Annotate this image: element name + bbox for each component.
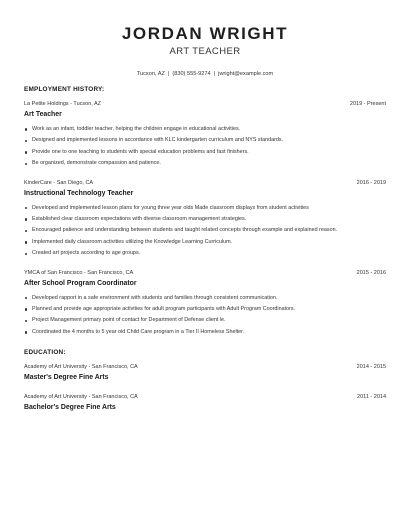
contact-phone: (830) 555-9274 bbox=[172, 71, 211, 77]
job-bullets bbox=[24, 203, 386, 260]
education-degree: Master's Degree Fine Arts bbox=[24, 374, 109, 382]
job-bullet: Developed rapport in a safe environment with students and families through consistent communication. bbox=[24, 293, 386, 304]
job-position: After School Program Coordinator bbox=[24, 279, 137, 287]
job-employer: YMCA of San Francisco - San Francisco, CA bbox=[24, 269, 134, 276]
resume-body bbox=[24, 86, 386, 423]
job-bullet: Encouraged patience and understanding between students and taught related concepts through example and explained reason. bbox=[24, 225, 386, 236]
job-position: Instructional Technology Teacher bbox=[24, 189, 134, 197]
job-meta bbox=[24, 100, 386, 108]
job-meta bbox=[24, 179, 386, 187]
contact-line bbox=[0, 70, 410, 78]
job-bullet: Coordinated the 4 months to 5 year old Child Care program in a Tier II Homeless Shelter. bbox=[24, 327, 386, 338]
job-bullet: Established clear classroom expectations with diverse classroom management strategies. bbox=[24, 214, 386, 225]
job-dates: 2019 - Present bbox=[349, 101, 386, 107]
education-meta bbox=[24, 363, 386, 371]
contact-separator: | bbox=[213, 71, 216, 77]
job-employer: KinderCare - San Diego, CA bbox=[24, 179, 94, 186]
job-meta bbox=[24, 269, 386, 277]
education-degree: Bachelor's Degree Fine Arts bbox=[24, 404, 116, 412]
employment-section-title: EMPLOYMENT HISTORY: bbox=[24, 86, 105, 93]
resume-header bbox=[0, 0, 410, 78]
education-section-title: EDUCATION: bbox=[24, 349, 66, 357]
job-bullet: Created art projects according to age groups. bbox=[24, 248, 386, 259]
job-bullets bbox=[24, 124, 386, 170]
education-entry bbox=[24, 393, 386, 412]
job-bullet: Project Management primary point of contact for Department of Defense client le. bbox=[24, 315, 386, 326]
education-meta bbox=[24, 393, 386, 401]
education-entry bbox=[24, 363, 386, 382]
education-school: Academy of Art University - San Francisco, CA bbox=[24, 394, 138, 401]
contact-email[interactable]: jwright@example.com bbox=[218, 71, 274, 77]
education-school: Academy of Art University - San Francisco, CA bbox=[24, 364, 138, 371]
candidate-role: ART TEACHER bbox=[169, 46, 241, 57]
job-employer: La Petite Holdings - Tucson, AZ bbox=[24, 101, 102, 107]
job-dates: 2015 - 2016 bbox=[356, 269, 386, 276]
job-bullet: Developed and implemented lesson plans for young three year olds Made classroom displays from student activities bbox=[24, 203, 386, 214]
job-bullet: Implemented daily classroom activities utilizing the Knowledge Learning Curriculum. bbox=[24, 237, 386, 248]
job-bullet: Be organized, demonstrate compassion and patience. bbox=[24, 158, 386, 169]
job-bullet: Planned and provide age appropriate activities for adult program participants with Adult Program Coordinators. bbox=[24, 304, 386, 315]
job-dates: 2016 - 2019 bbox=[356, 179, 386, 186]
education-dates: 2014 - 2015 bbox=[356, 364, 386, 371]
job-entry bbox=[24, 179, 386, 260]
candidate-name: JORDAN WRIGHT bbox=[121, 24, 289, 43]
job-position: Art Teacher bbox=[24, 111, 62, 118]
job-entry bbox=[24, 100, 386, 170]
contact-separator: | bbox=[167, 71, 170, 77]
job-bullet: Provide one to one teaching to students with special education problems and fast finishers. bbox=[24, 147, 386, 158]
education-dates: 2011 - 2014 bbox=[357, 394, 386, 401]
job-bullet: Work as an infant, toddler teacher, helping the children engage in educational activities. bbox=[24, 124, 386, 135]
contact-location: Tucson, AZ bbox=[136, 71, 165, 77]
job-bullet: Designed and implemented lessons in accordance with KLC kindergarten curriculum and NYS standards. bbox=[24, 135, 386, 146]
job-bullets bbox=[24, 293, 386, 339]
job-entry bbox=[24, 269, 386, 339]
